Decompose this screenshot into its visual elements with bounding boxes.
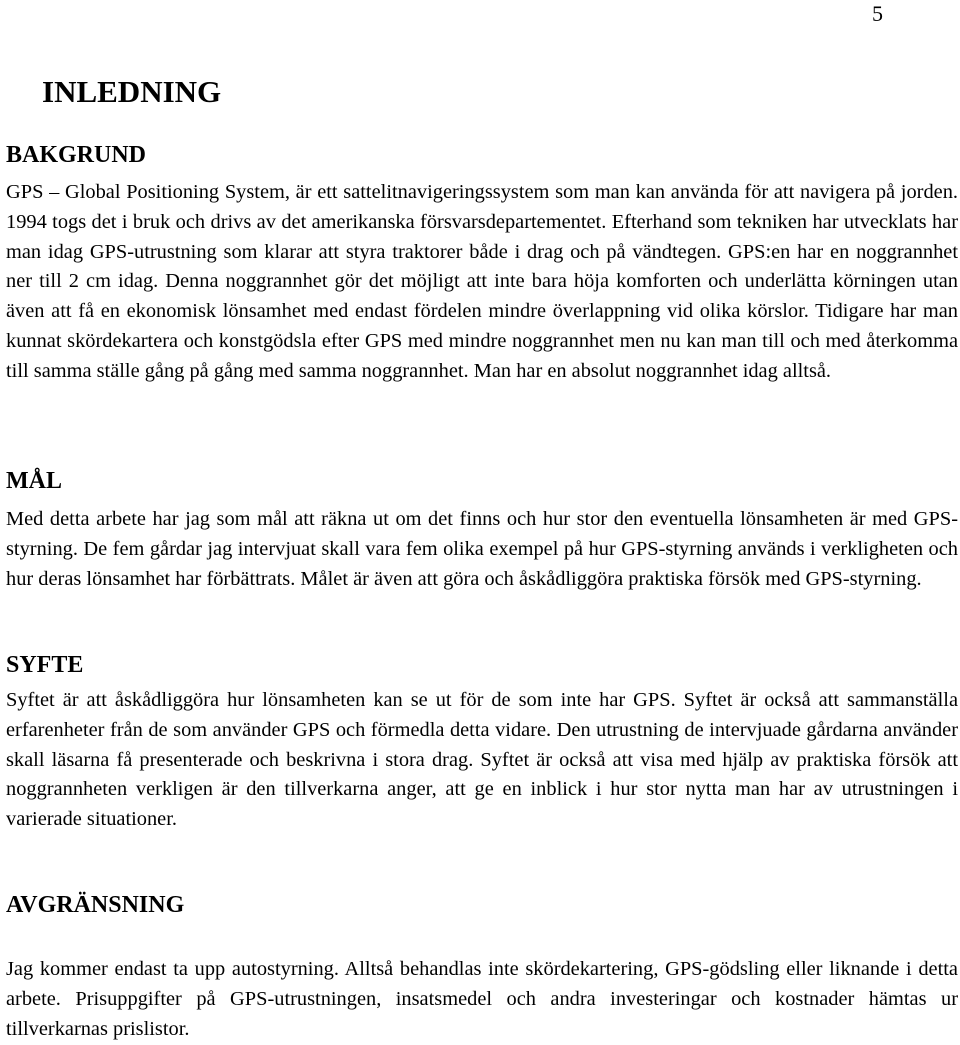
section-heading-mal: MÅL: [6, 468, 62, 494]
section-body-syfte: Syftet är att åskådliggöra hur lönsamheten kan se ut för de som inte har GPS. Syftet är också att sammanställa erfarenheter från de som använder GPS och förmedla detta vidare. Den utrustning de intervjuade gårdarna använder skall läsarna få presenterade och beskrivna i stora drag. Syftet är också att visa med hjälp av praktiska försök att noggrannheten verkligen är den tillverkarna anger, att ge en inblick i hur stor nytta man har av utrustningen i varierade situationer.: [6, 689, 958, 831]
section-body-avgransning: Jag kommer endast ta upp autostyrning. Alltså behandlas inte skördekartering, GPS-gödsling eller liknande i detta arbete. Prisuppgifter på GPS-utrustningen, insatsmedel och andra investeringar och kostnader hämtas ur tillverkarnas prislistor.: [6, 958, 958, 1040]
page-number: 5: [872, 1, 883, 26]
section-heading-avgransning: AVGRÄNSNING: [6, 892, 185, 918]
section-body-mal: Med detta arbete har jag som mål att räkna ut om det finns och hur stor den eventuella lönsamheten är med GPS-styrning. De fem gårdar jag intervjuat skall vara fem olika exempel på hur GPS-styrning används i verkligheten och hur deras lönsamhet har förbättrats. Målet är även att göra och åskådliggöra praktiska försök med GPS-styrning.: [6, 508, 958, 590]
section-heading-syfte: SYFTE: [6, 652, 84, 678]
chapter-title: INLEDNING: [42, 74, 222, 109]
section-body-bakgrund: GPS – Global Positioning System, är ett sattelitnavigeringssystem som man kan använda för att navigera på jorden. 1994 togs det i bruk och drivs av det amerikanska försvarsdepartementet. Efterhand som tekniken har utvecklats har man idag GPS-utrustning som klarar att styra traktorer både i drag och på vändtegen. GPS:en har en noggrannhet ner till 2 cm idag. Denna noggrannhet gör det möjligt att inte bara höja komforten och underlätta körningen utan även att få en ekonomisk lönsamhet med endast fördelen mindre överlappning vid olika körslor. Tidigare har man kunnat skördekartera och konstgödsla efter GPS med mindre noggrannhet men nu kan man till och med återkomma till samma ställe gång på gång med samma noggrannhet. Man har en absolut noggrannhet idag alltså.: [6, 181, 958, 382]
section-heading-bakgrund: BAKGRUND: [6, 142, 147, 168]
